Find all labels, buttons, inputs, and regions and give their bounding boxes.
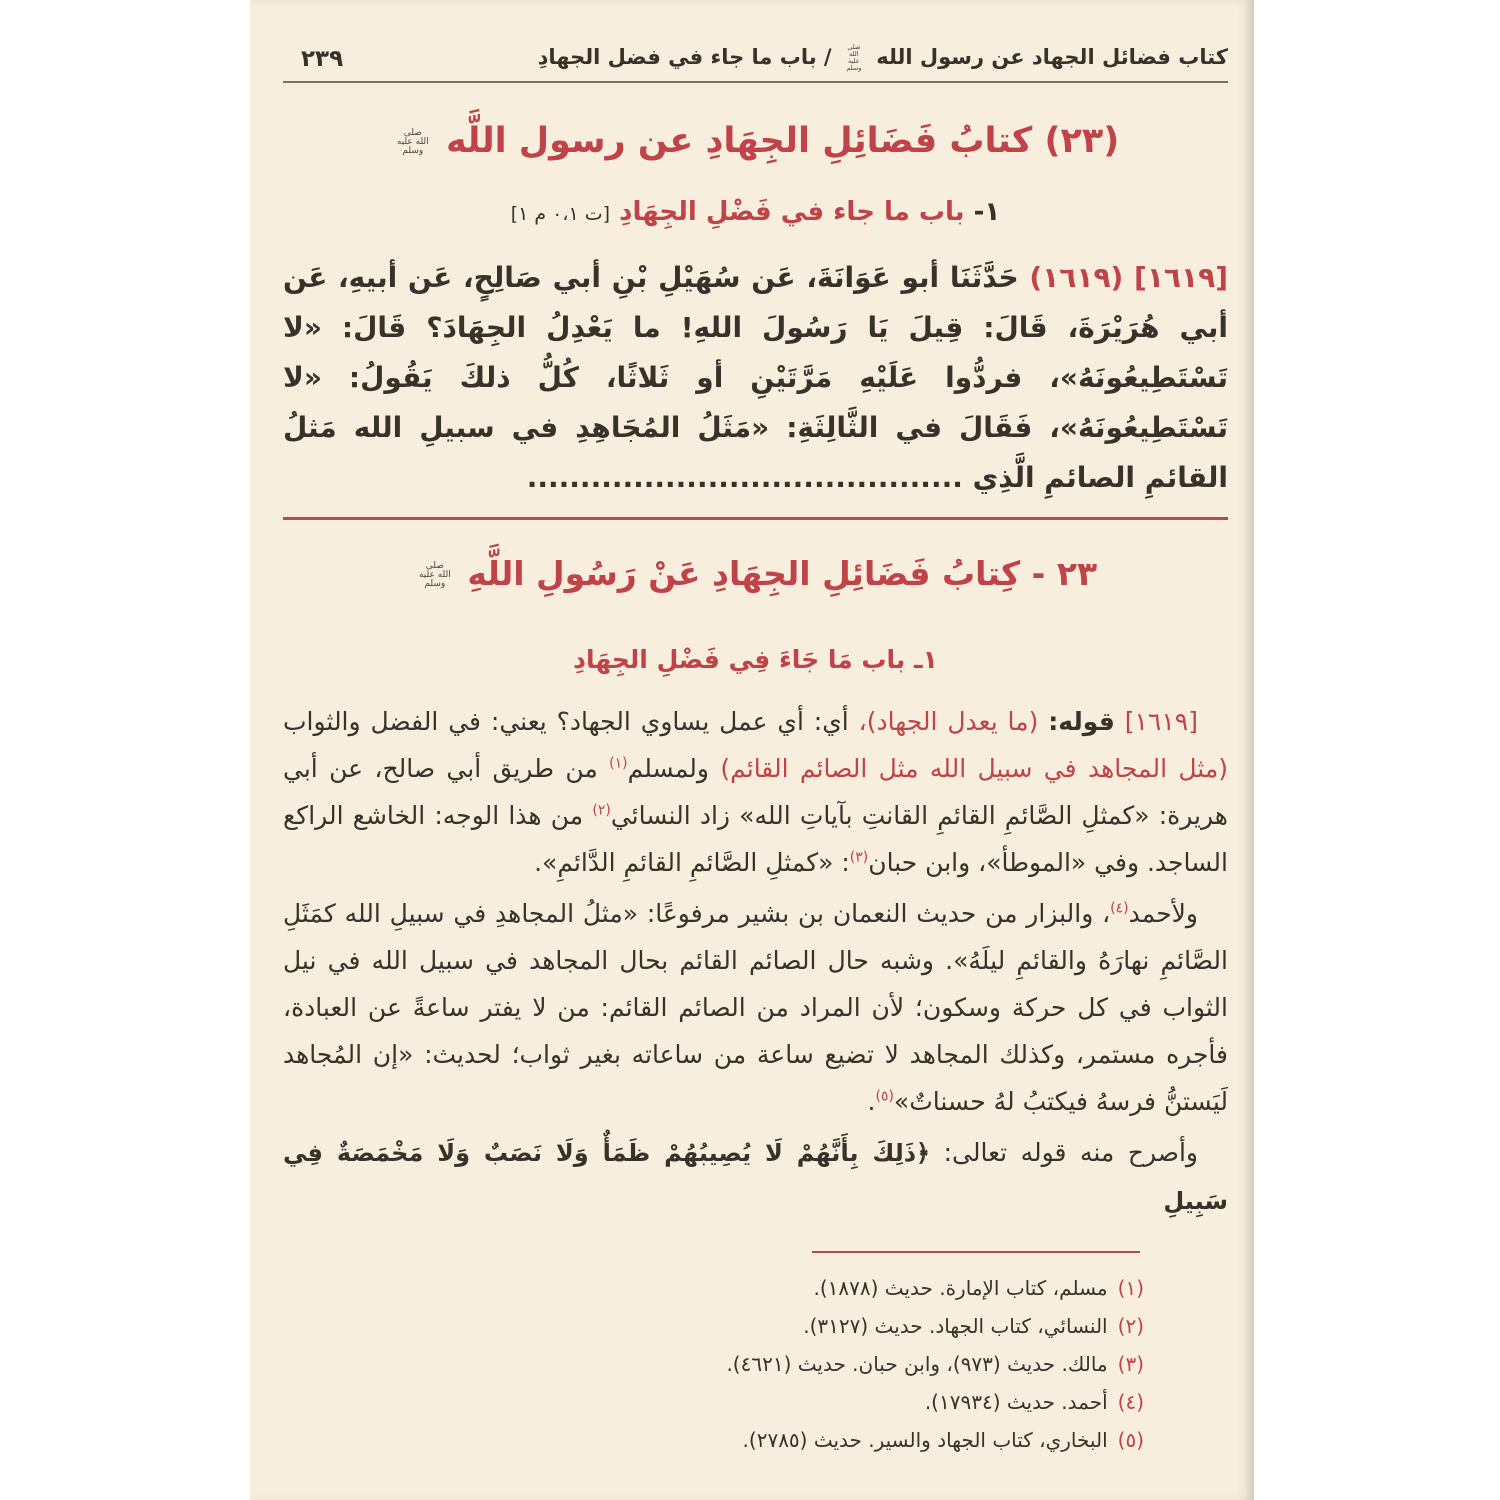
bab-title-text: باب ما جاء في فَضْلِ الجِهَادِ (619, 197, 965, 227)
footnote-row (283, 1383, 1144, 1421)
hadith-paragraph (283, 253, 1228, 503)
commentary-text: ولأحمد (1128, 899, 1198, 928)
lemma-quote: (ما يعدل الجهاد)، (858, 707, 1039, 736)
commentary-text: . (867, 1087, 876, 1116)
footnote-text: مسلم، كتاب الإمارة. حديث (١٨٧٨). (813, 1276, 1108, 1300)
hadith-number: [١٦١٩] (١٦١٩) (1029, 261, 1228, 294)
continuation-dots: ......................................... (526, 461, 963, 494)
commentary-paragraph-3 (283, 1129, 1228, 1225)
running-title-bab: / باب ما جاء في فضل الجهادِ (537, 45, 832, 69)
footnotes-block (283, 1269, 1228, 1459)
footnote-number: (٥) (1117, 1428, 1144, 1452)
footnote-row (283, 1307, 1144, 1345)
commentary-text: ، والبزار من حديث النعمان بن بشير مرفوعًا: «مثلُ المجاهدِ في سبيلِ الله كمَثَلِ الصَّائمِ نهارَهُ والقائمِ ليلَهُ». وشبه حال الصائم القائم بحال المجاهد في سبيل الله في نيل الثواب في كل حركة وسكون؛ لأن المراد من الصائم القائم: من لا يفتر ساعةً عن العبادة، فأجره مستمر، وكذلك المجاهد لا تضيع ساعة من ساعاته بغير ثواب؛ لحديث: «إن المُجاهد لَيَستنُّ فرسهُ فيكتبُ لهُ حسناتٌ» (283, 899, 1228, 1116)
footnote-divider (812, 1251, 1140, 1253)
commentary-text: من هذا الوجه: الخاشع الراكع الساجد. وفي «الموطأ»، وابن حبان (283, 801, 1228, 877)
salla-seal-icon: صلى الله عليه وسلم (396, 127, 429, 156)
commentary-text: : «كمثلِ الصَّائمِ القائمِ الدَّائمِ». (534, 848, 850, 877)
footnote-number: (٣) (1117, 1352, 1144, 1376)
bab-cross-reference: [ت ٠،١ م ١] (510, 203, 611, 225)
footnote-text: أحمد. حديث (١٧٩٣٤). (924, 1390, 1108, 1414)
matn-kitab-title (283, 121, 1228, 161)
commentary-text: ولمسلم (627, 754, 709, 783)
lemma-quote: (مثل المجاهد في سبيل الله مثل الصائم القائم) (720, 754, 1228, 783)
kitab-title-text: كِتابُ فَضَائِلِ الجِهَادِ عَنْ رَسُولِ اللَّهِ (467, 554, 1021, 593)
book-page (250, 0, 1254, 1500)
matn-bab-heading (283, 197, 1228, 227)
quran-verse: ﴿ذَلِكَ بِأَنَّهُمْ لَا يُصِيبُهُمْ ظَمَأٌ وَلَا نَصَبٌ وَلَا مَخْمَصَةٌ فِي سَبِيلِ (283, 1139, 1228, 1215)
bab-number: ١- (973, 197, 1001, 227)
commentary-text: أي: أي عمل يساوي الجهاد؟ يعني: في الفضل والثواب (283, 707, 849, 736)
footnote-number: (١) (1117, 1276, 1144, 1300)
sharh-kitab-title (283, 554, 1228, 593)
footnote-text: النسائي، كتاب الجهاد. حديث (٣١٢٧). (803, 1314, 1108, 1338)
hadith-text: حَدَّثَنَا أبو عَوَانَةَ، عَن سُهَيْلِ بْنِ أبي صَالِحٍ، عَن أبيهِ، عَن أبي هُرَيْرَةَ، قَالَ: قِيلَ يَا رَسُولَ اللهِ! ما يَعْدِلُ الجِهَادَ؟ قَالَ: «لا تَسْتَطِيعُونَهُ»، فردُّوا عَلَيْهِ مَرَّتَيْنِ أو ثَلاثًا، كُلُّ ذلكَ يَقُولُ: «لا تَسْتَطِيعُونَهُ»، فَقَالَ في الثَّالِثَةِ: «مَثَلُ المُجَاهِدِ في سبيلِ الله مَثلُ القائمِ الصائمِ الَّذِي (283, 261, 1228, 494)
matn-sharh-divider (283, 517, 1228, 520)
kitab-number: (٢٣) (1044, 121, 1120, 161)
footnote-marker-2: (٢) (592, 802, 611, 819)
footnote-text: مالك. حديث (٩٧٣)، وابن حبان. حديث (٤٦٢١). (726, 1352, 1108, 1376)
running-title (538, 44, 1228, 72)
footnote-row (283, 1421, 1144, 1459)
page-content (250, 0, 1254, 1459)
footnote-marker-4: (٤) (1110, 900, 1129, 917)
qawluh-label: قوله: (1048, 707, 1115, 736)
footnote-text: البخاري، كتاب الجهاد والسير. حديث (٢٧٨٥). (742, 1428, 1108, 1452)
running-title-book: كتاب فضائل الجهاد عن رسول الله (876, 45, 1228, 69)
footnote-marker-5: (٥) (875, 1088, 894, 1105)
kitab-number: ٢٣ - (1031, 554, 1098, 593)
footnote-row (283, 1269, 1144, 1307)
hadith-number-ref: [١٦١٩] (1124, 707, 1198, 736)
commentary-paragraph-1 (283, 698, 1228, 886)
commentary-text: وأصرح منه قوله تعالى: (943, 1138, 1198, 1167)
commentary-text: من طريق أبي صالح، عن أبي هريرة: «كمثلِ الصَّائمِ القائمِ القانتِ بآياتِ الله» زاد النسائي (283, 754, 1228, 830)
page-header (283, 0, 1228, 72)
kitab-title-text: كتابُ فَضَائِلِ الجِهَادِ عن رسول اللَّه (445, 121, 1033, 161)
page-number: ٢٣٩ (301, 46, 344, 72)
sharh-bab-heading: ١ـ باب مَا جَاءَ فِي فَضْلِ الجِهَادِ (573, 645, 938, 674)
commentary-paragraph-2 (283, 890, 1228, 1125)
header-rule (283, 81, 1228, 83)
salla-seal-icon: صلى الله عليه وسلم (846, 43, 862, 72)
footnote-number: (٢) (1117, 1314, 1144, 1338)
footnote-number: (٤) (1117, 1390, 1144, 1414)
footnote-marker-1: (١) (609, 755, 628, 772)
footnote-marker-3: (٣) (849, 849, 869, 866)
footnote-row (283, 1345, 1144, 1383)
salla-seal-icon: صلى الله عليه وسلم (418, 561, 451, 589)
